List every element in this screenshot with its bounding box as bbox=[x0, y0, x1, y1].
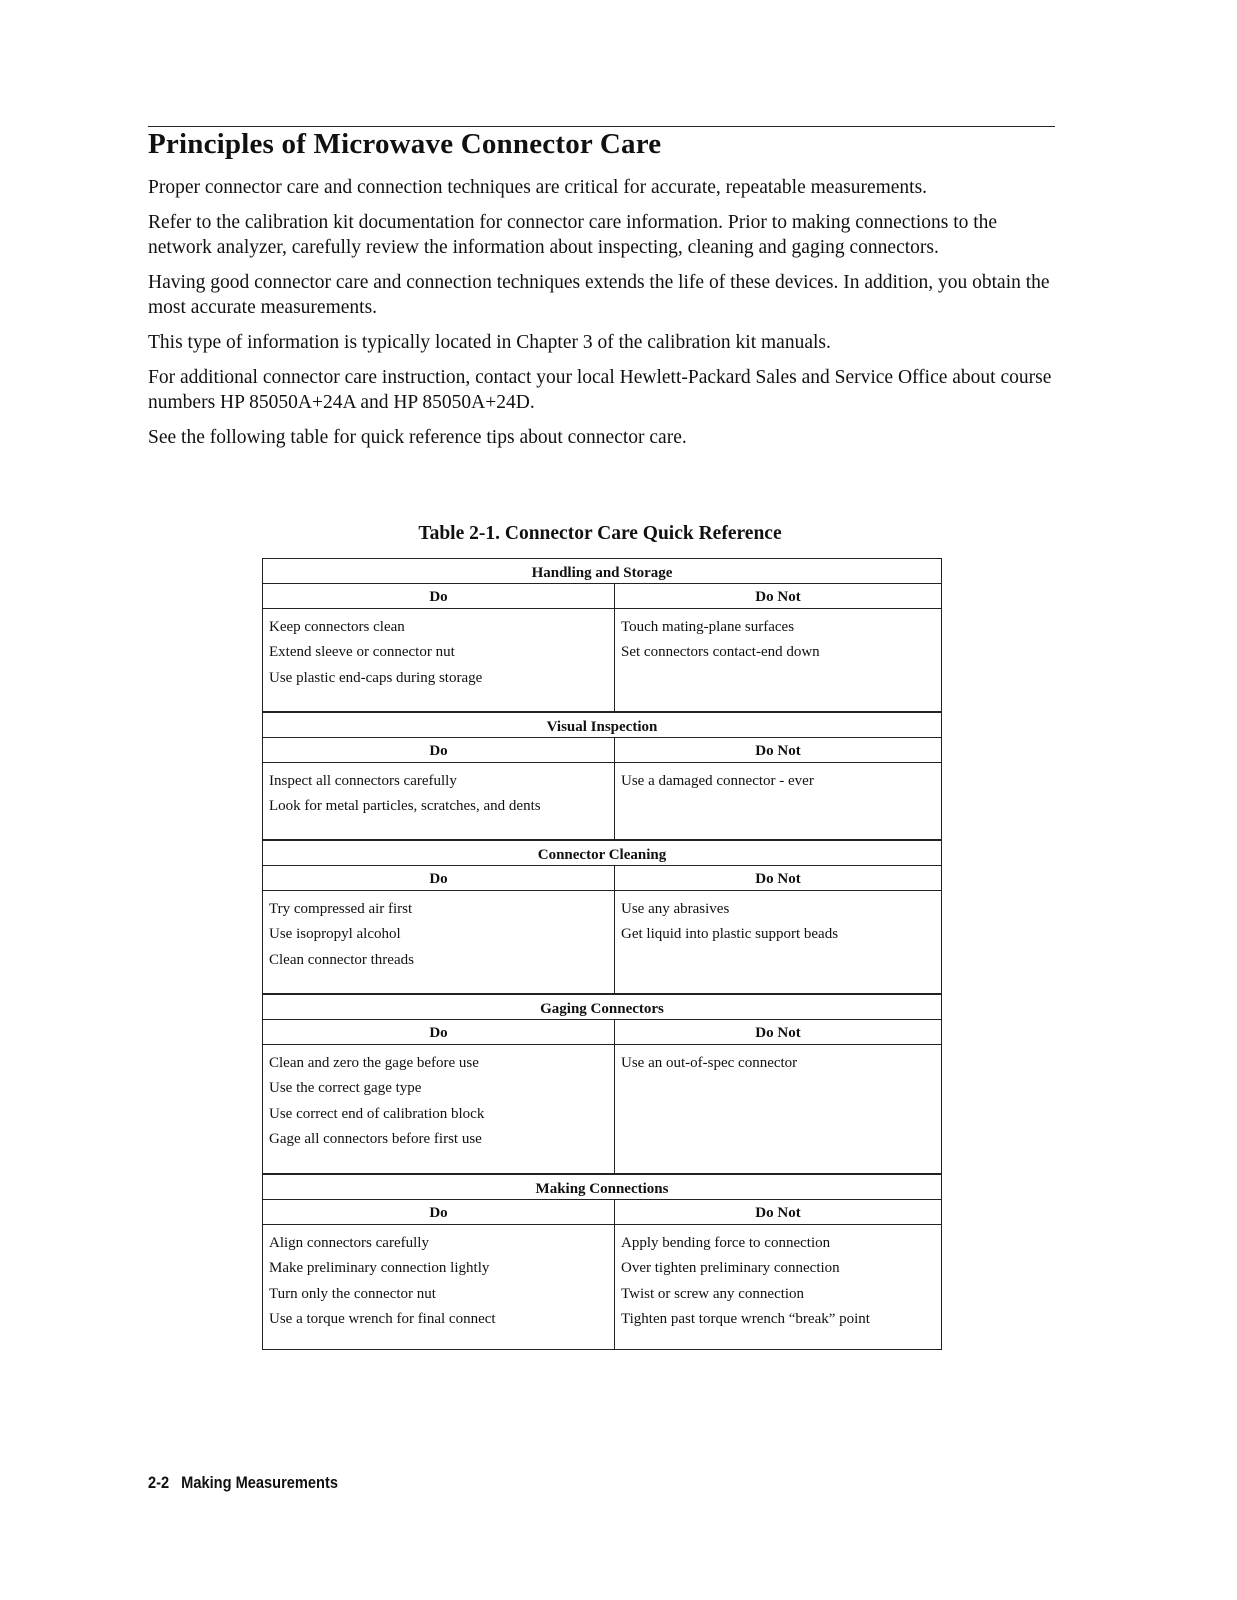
page-number: 2-2 bbox=[148, 1473, 170, 1492]
do-item: Extend sleeve or connector nut bbox=[269, 644, 455, 661]
do-not-item: Get liquid into plastic support beads bbox=[621, 926, 839, 943]
do-not-item: Touch mating-plane surfaces bbox=[621, 619, 795, 635]
do-not-cell bbox=[615, 891, 941, 993]
do-header: Do bbox=[263, 1020, 615, 1044]
do-item: Use a torque wrench for final connect bbox=[269, 1310, 496, 1327]
do-item: Look for metal particles, scratches, and dents bbox=[269, 798, 541, 815]
do-item: Use correct end of calibration block bbox=[269, 1105, 485, 1122]
do-not-cell bbox=[615, 1225, 941, 1349]
section-rows bbox=[263, 1225, 941, 1349]
page-footer bbox=[148, 1473, 338, 1493]
section-rows bbox=[263, 609, 941, 711]
paragraph: Having good connector care and connection techniques extends the life of these devices. In addition, you obtain the most accurate measurements. bbox=[148, 272, 1050, 318]
table-section-gaging bbox=[262, 994, 942, 1174]
do-header: Do bbox=[263, 866, 615, 890]
do-item: Inspect all connectors carefully bbox=[269, 773, 457, 789]
connector-care-table bbox=[262, 558, 942, 1350]
do-not-item: Use any abrasives bbox=[621, 901, 730, 917]
do-not-item: Use a damaged connector - ever bbox=[621, 773, 814, 789]
do-item: Try compressed air first bbox=[269, 901, 413, 917]
do-cell bbox=[263, 1045, 615, 1173]
do-cell bbox=[263, 1225, 615, 1349]
paragraph: Proper connector care and connection techniques are critical for accurate, repeatable measurements. bbox=[148, 177, 928, 198]
section-heading: Handling and Storage bbox=[263, 559, 941, 584]
column-headers bbox=[263, 1020, 941, 1045]
do-header: Do bbox=[263, 584, 615, 608]
table-section-cleaning bbox=[262, 840, 942, 994]
do-item: Keep connectors clean bbox=[269, 619, 405, 635]
paragraph: This type of information is typically located in Chapter 3 of the calibration kit manuals. bbox=[148, 332, 831, 353]
do-not-item: Tighten past torque wrench “break” point bbox=[621, 1310, 870, 1327]
do-header: Do bbox=[263, 738, 615, 762]
table-section-handling bbox=[262, 558, 942, 712]
do-not-header: Do Not bbox=[755, 743, 801, 759]
do-item: Use the correct gage type bbox=[269, 1080, 422, 1097]
do-not-item: Apply bending force to connection bbox=[621, 1235, 831, 1251]
column-headers bbox=[263, 584, 941, 609]
column-headers bbox=[263, 738, 941, 763]
section-rows bbox=[263, 891, 941, 993]
do-item: Make preliminary connection lightly bbox=[269, 1260, 490, 1277]
do-not-header: Do Not bbox=[755, 589, 801, 605]
section-heading: Making Connections bbox=[263, 1175, 941, 1200]
do-not-item: Over tighten preliminary connection bbox=[621, 1260, 840, 1277]
do-header: Do bbox=[263, 1200, 615, 1224]
do-not-header: Do Not bbox=[755, 871, 801, 887]
section-heading: Gaging Connectors bbox=[263, 995, 941, 1020]
do-item: Clean connector threads bbox=[269, 951, 414, 968]
page-title: Principles of Microwave Connector Care bbox=[148, 128, 662, 160]
do-not-header: Do Not bbox=[755, 1025, 801, 1041]
do-not-cell bbox=[615, 1045, 941, 1173]
do-item: Turn only the connector nut bbox=[269, 1285, 436, 1302]
do-not-cell bbox=[615, 609, 941, 711]
do-item: Use isopropyl alcohol bbox=[269, 926, 401, 943]
do-not-cell bbox=[615, 763, 941, 839]
section-rows bbox=[263, 763, 941, 839]
table-caption: Table 2-1. Connector Care Quick Reference bbox=[418, 523, 782, 544]
top-rule bbox=[148, 126, 1055, 127]
do-cell bbox=[263, 609, 615, 711]
do-not-item: Set connectors contact-end down bbox=[621, 644, 820, 661]
paragraph: For additional connector care instruction, contact your local Hewlett-Packard Sales and Service Office about course numbers HP 85050A+24A and HP 85050A+24D. bbox=[148, 367, 1052, 413]
paragraph: See the following table for quick reference tips about connector care. bbox=[148, 427, 687, 448]
do-item: Clean and zero the gage before use bbox=[269, 1055, 479, 1071]
column-headers bbox=[263, 1200, 941, 1225]
section-heading: Visual Inspection bbox=[263, 713, 941, 738]
section-heading: Connector Cleaning bbox=[263, 841, 941, 866]
intro-text bbox=[148, 175, 1053, 460]
do-cell bbox=[263, 763, 615, 839]
do-item: Gage all connectors before first use bbox=[269, 1130, 482, 1147]
do-not-header: Do Not bbox=[755, 1205, 801, 1221]
section-rows bbox=[263, 1045, 941, 1173]
do-cell bbox=[263, 891, 615, 993]
paragraph: Refer to the calibration kit documentation for connector care information. Prior to making connections to the network analyzer, carefully review the information about inspecting, cleaning and gaging connectors. bbox=[148, 212, 998, 258]
table-section-inspection bbox=[262, 712, 942, 840]
do-not-item: Use an out-of-spec connector bbox=[621, 1055, 798, 1071]
do-item: Align connectors carefully bbox=[269, 1235, 429, 1251]
do-item: Use plastic end-caps during storage bbox=[269, 669, 483, 686]
footer-section-title: Making Measurements bbox=[181, 1473, 338, 1492]
table-section-connections bbox=[262, 1174, 942, 1350]
do-not-item: Twist or screw any connection bbox=[621, 1285, 805, 1302]
column-headers bbox=[263, 866, 941, 891]
